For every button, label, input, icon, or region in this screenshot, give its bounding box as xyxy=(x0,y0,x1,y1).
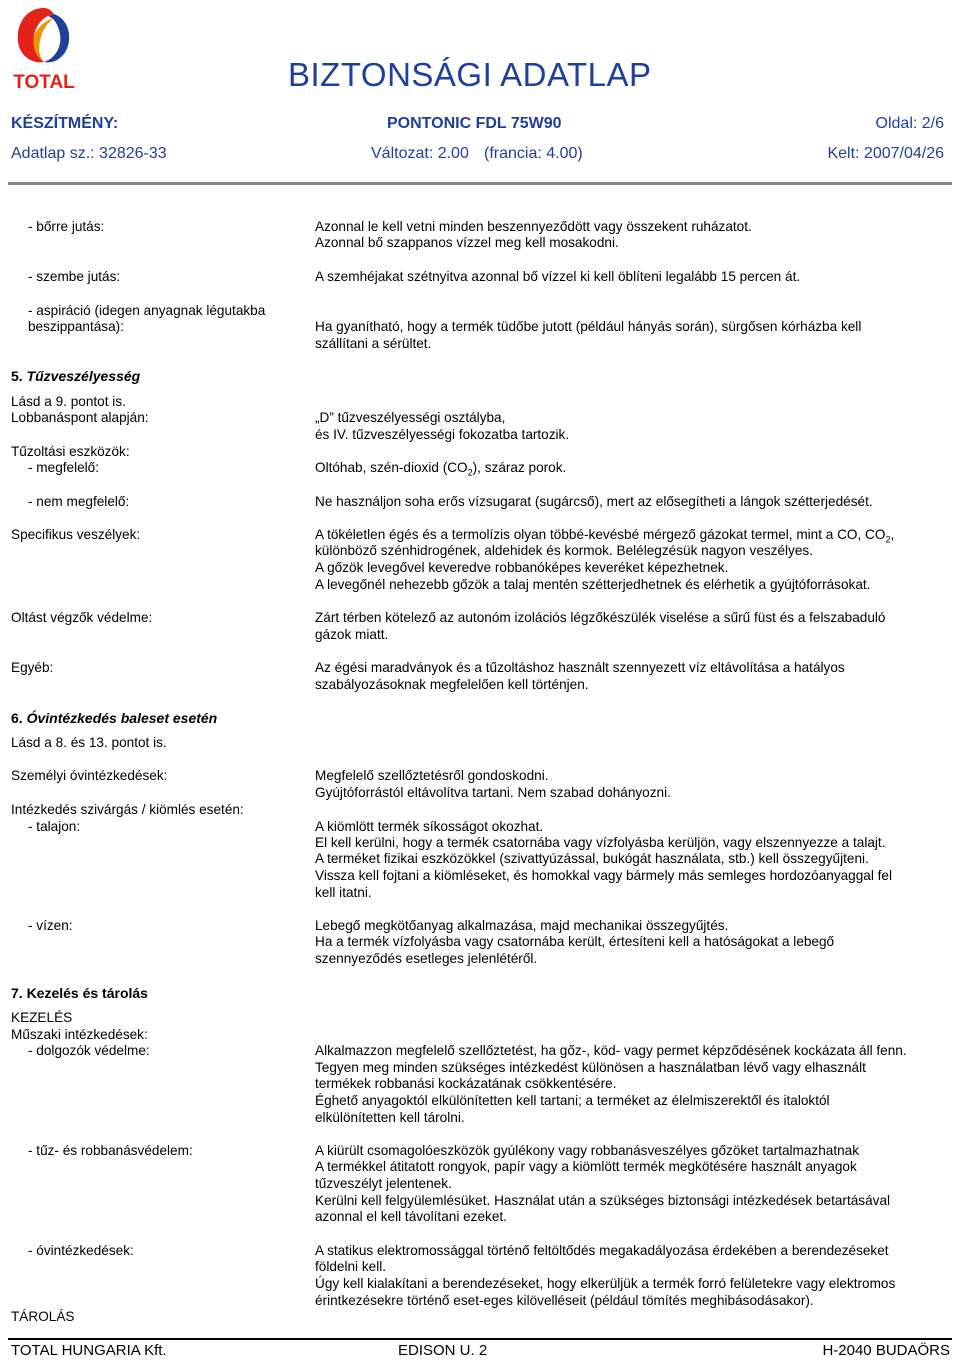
fire-explosion-text-1: A kiürült csomagolóeszközök gyúlékony vagy robbanásveszélyes gőzöket tartalmazhatnak xyxy=(315,1143,860,1158)
soil-label: - talajon: xyxy=(28,819,81,834)
extinguishing-label: Tűzoltási eszközök: xyxy=(11,444,130,459)
workers-protection-text-4: Éghető anyagoktól elkülönítetten kell tartani; a terméket az élelmiszerektől és italoktól xyxy=(315,1093,830,1108)
flashpoint-text-1: „D” tűzveszélyességi osztályba, xyxy=(315,410,506,425)
section-5-title: Tűzveszélyesség xyxy=(26,368,141,384)
soil-text-3: A terméket fizikai eszközökkel (szivattyúzással, bukógát használata, stb.) kell összegyűjteni. xyxy=(315,851,869,866)
skin-label: - bőrre jutás: xyxy=(28,219,105,234)
technical-measures-label: Műszaki intézkedések: xyxy=(11,1027,148,1042)
issue-date: Kelt: 2007/04/26 xyxy=(827,145,944,162)
personal-precautions-label: Személyi óvintézkedések: xyxy=(11,768,168,783)
soil-text-2: El kell kerülni, hogy a termék csatornába vagy vízfolyásba kerüljön, vagy elszennyezze a talajt. xyxy=(315,835,886,850)
specific-hazards-text-1: A tökéletlen égés és a termolízis olyan többé-kevésbé mérgező gázokat termel, mint a CO, $CO_2$, xyxy=(315,527,895,545)
section-6-title: Óvintézkedés baleset esetén xyxy=(26,710,218,726)
logo-text: TOTAL xyxy=(13,72,75,93)
water-text-3: szennyeződés esetleges jelenlétéről. xyxy=(315,951,538,966)
skin-text-1: Azonnal le kell vetni minden beszennyeződött vagy összekent ruházatot. xyxy=(315,219,752,234)
specific-hazards-text-2: különböző szénhidrogének, aldehidek és kormok. Belélegzésük nagyon veszélyes. xyxy=(315,543,813,558)
workers-protection-text-5: elkülönítetten kell tárolni. xyxy=(315,1110,465,1125)
flashpoint-text-2: és IV. tűzveszélyességi fokozatba tartozik. xyxy=(315,427,570,442)
fire-explosion-text-5: azonnal el kell távolítani ezeket. xyxy=(315,1209,507,1224)
footer-city: H-2040 BUDAÖRS xyxy=(822,1342,950,1359)
workers-protection-text-1: Alkalmazzon megfelelő szellőztetést, ha gőz-, köd- vagy permet képződésének kockázata áll fenn. xyxy=(315,1043,907,1058)
footer-rule xyxy=(8,1338,952,1340)
unsuitable-label: - nem megfelelő: xyxy=(28,494,130,509)
other-label: Egyéb: xyxy=(11,660,54,675)
aspiration-text-2: szállítani a sérültet. xyxy=(315,336,432,351)
specific-hazards-label: Specifikus veszélyek: xyxy=(11,527,141,542)
section-6-number: 6. xyxy=(11,710,23,726)
suitable-label: - megfelelő: xyxy=(28,460,100,475)
fire-explosion-text-2: A termékkel átitatott rongyok, papír vagy a kiömlött termék megkötésére használt anyagok xyxy=(315,1159,857,1174)
firefighter-protection-text-2: gázok miatt. xyxy=(315,627,389,642)
water-label: - vízen: xyxy=(28,918,73,933)
handling-heading: KEZELÉS xyxy=(11,1010,73,1025)
section-5-number: 5. xyxy=(11,368,23,384)
total-logo xyxy=(8,2,80,94)
leak-label: Intézkedés szivárgás / kiömlés esetén: xyxy=(11,802,244,817)
firefighter-protection-text-1: Zárt térben kötelező az autonóm izolációs légzőkészülék viselése a sűrű füst és a felszabaduló xyxy=(315,610,886,625)
header-rule xyxy=(8,182,952,185)
product-label: KÉSZÍTMÉNY: xyxy=(11,115,119,132)
soil-text-4: Vissza kell fojtani a kiömléseket, és homokkal vagy bármely más semleges hordozóanyaggal fel xyxy=(315,868,893,883)
eye-text: A szemhéjakat szétnyitva azonnal bő vízzel ki kell öblíteni legalább 15 percen át. xyxy=(315,269,801,284)
fire-explosion-label: - tűz- és robbanásvédelem: xyxy=(28,1143,193,1158)
aspiration-text-1: Ha gyanítható, hogy a termék tüdőbe jutott (például hányás során), sürgősen kórházba kell xyxy=(315,319,862,334)
product-name: PONTONIC FDL 75W90 xyxy=(387,115,562,132)
other-text-1: Az égési maradványok és a tűzoltáshoz használt szennyezett víz eltávolítása a hatályos xyxy=(315,660,845,675)
page-number: Oldal: 2/6 xyxy=(875,115,944,132)
footer-street: EDISON U. 2 xyxy=(398,1342,488,1359)
skin-text-2: Azonnal bő szappanos vízzel meg kell mosakodni. xyxy=(315,235,619,250)
precautions-text-3: Úgy kell kialakítani a berendezéseket, hogy elkerüljük a termék forró felületekre vagy elektromos xyxy=(315,1276,896,1291)
fire-explosion-text-4: Kerülni kell felgyülemlésüket. Használat után a szükséges biztonsági intézkedések betartásával xyxy=(315,1193,891,1208)
workers-protection-text-3: termékek robbanási kockázatának csökkentésére. xyxy=(315,1076,617,1091)
soil-text-1: A kiömlött termék síkosságot okozhat. xyxy=(315,819,544,834)
section-5-heading xyxy=(11,368,140,384)
workers-protection-text-2: Tegyen meg minden szükséges intézkedést különösen a használatban lévő vagy elhasznált xyxy=(315,1060,866,1075)
version: Változat: 2.00 xyxy=(371,145,469,162)
section-6-heading xyxy=(11,710,217,726)
fire-explosion-text-3: tűzveszélyt jelentenek. xyxy=(315,1176,452,1191)
document-title: BIZTONSÁGI ADATLAP xyxy=(288,56,652,93)
storage-heading: TÁROLÁS xyxy=(11,1309,75,1324)
water-text-2: Ha a termék vízfolyásba vagy csatornába került, értesíteni kell a hatóságokat a lebegő xyxy=(315,934,835,949)
personal-precautions-text-2: Gyújtóforrástól eltávolítva tartani. Nem szabad dohányozni. xyxy=(315,785,671,800)
specific-hazards-text-4: A levegőnél nehezebb gőzök a talaj mentén szétterjedhetnek és elérhetik a gyújtóforrásokat. xyxy=(315,577,871,592)
precautions-label: - óvintézkedések: xyxy=(28,1243,134,1258)
section-5-see: Lásd a 9. pontot is. xyxy=(11,394,126,409)
footer-company: TOTAL HUNGARIA Kft. xyxy=(11,1342,167,1359)
aspiration-label-2: beszippantása): xyxy=(28,319,124,334)
precautions-text-4: érintkezésekre történő eset-eges kilövelléseit (például tömítés meghibásodásakor). xyxy=(315,1293,814,1308)
french-version: (francia: 4.00) xyxy=(484,145,583,162)
precautions-text-1: A statikus elektromossággal történő feltöltődés megakadályozása érdekében a berendezéseket xyxy=(315,1243,889,1258)
soil-text-5: kell itatni. xyxy=(315,885,372,900)
water-text-1: Lebegő megkötőanyag alkalmazása, majd mechanikai összegyűjtés. xyxy=(315,918,729,933)
aspiration-label-1: - aspiráció (idegen anyagnak légutakba xyxy=(28,303,266,318)
section-6-see: Lásd a 8. és 13. pontot is. xyxy=(11,735,167,750)
unsuitable-text: Ne használjon soha erős vízsugarat (sugárcső), mert az elősegítheti a lángok szétterjedését. xyxy=(315,494,873,509)
suitable-text: Oltóhab, szén-dioxid $(CO_2)$, száraz porok. xyxy=(315,460,567,478)
eye-label: - szembe jutás: xyxy=(28,269,121,284)
firefighter-protection-label: Oltást végzők védelme: xyxy=(11,610,153,625)
precautions-text-2: földelni kell. xyxy=(315,1259,387,1274)
section-7-title: 7. Kezelés és tárolás xyxy=(11,985,148,1001)
other-text-2: szabályozásoknak megfelelően kell történjen. xyxy=(315,677,589,692)
personal-precautions-text-1: Megfelelő szellőztetésről gondoskodni. xyxy=(315,768,549,783)
workers-protection-label: - dolgozók védelme: xyxy=(28,1043,150,1058)
flashpoint-label: Lobbanáspont alapján: xyxy=(11,410,149,425)
specific-hazards-text-3: A gőzök levegővel keveredve robbanóképes keveréket képezhetnek. xyxy=(315,560,729,575)
sheet-number: Adatlap sz.: 32826-33 xyxy=(11,145,167,162)
